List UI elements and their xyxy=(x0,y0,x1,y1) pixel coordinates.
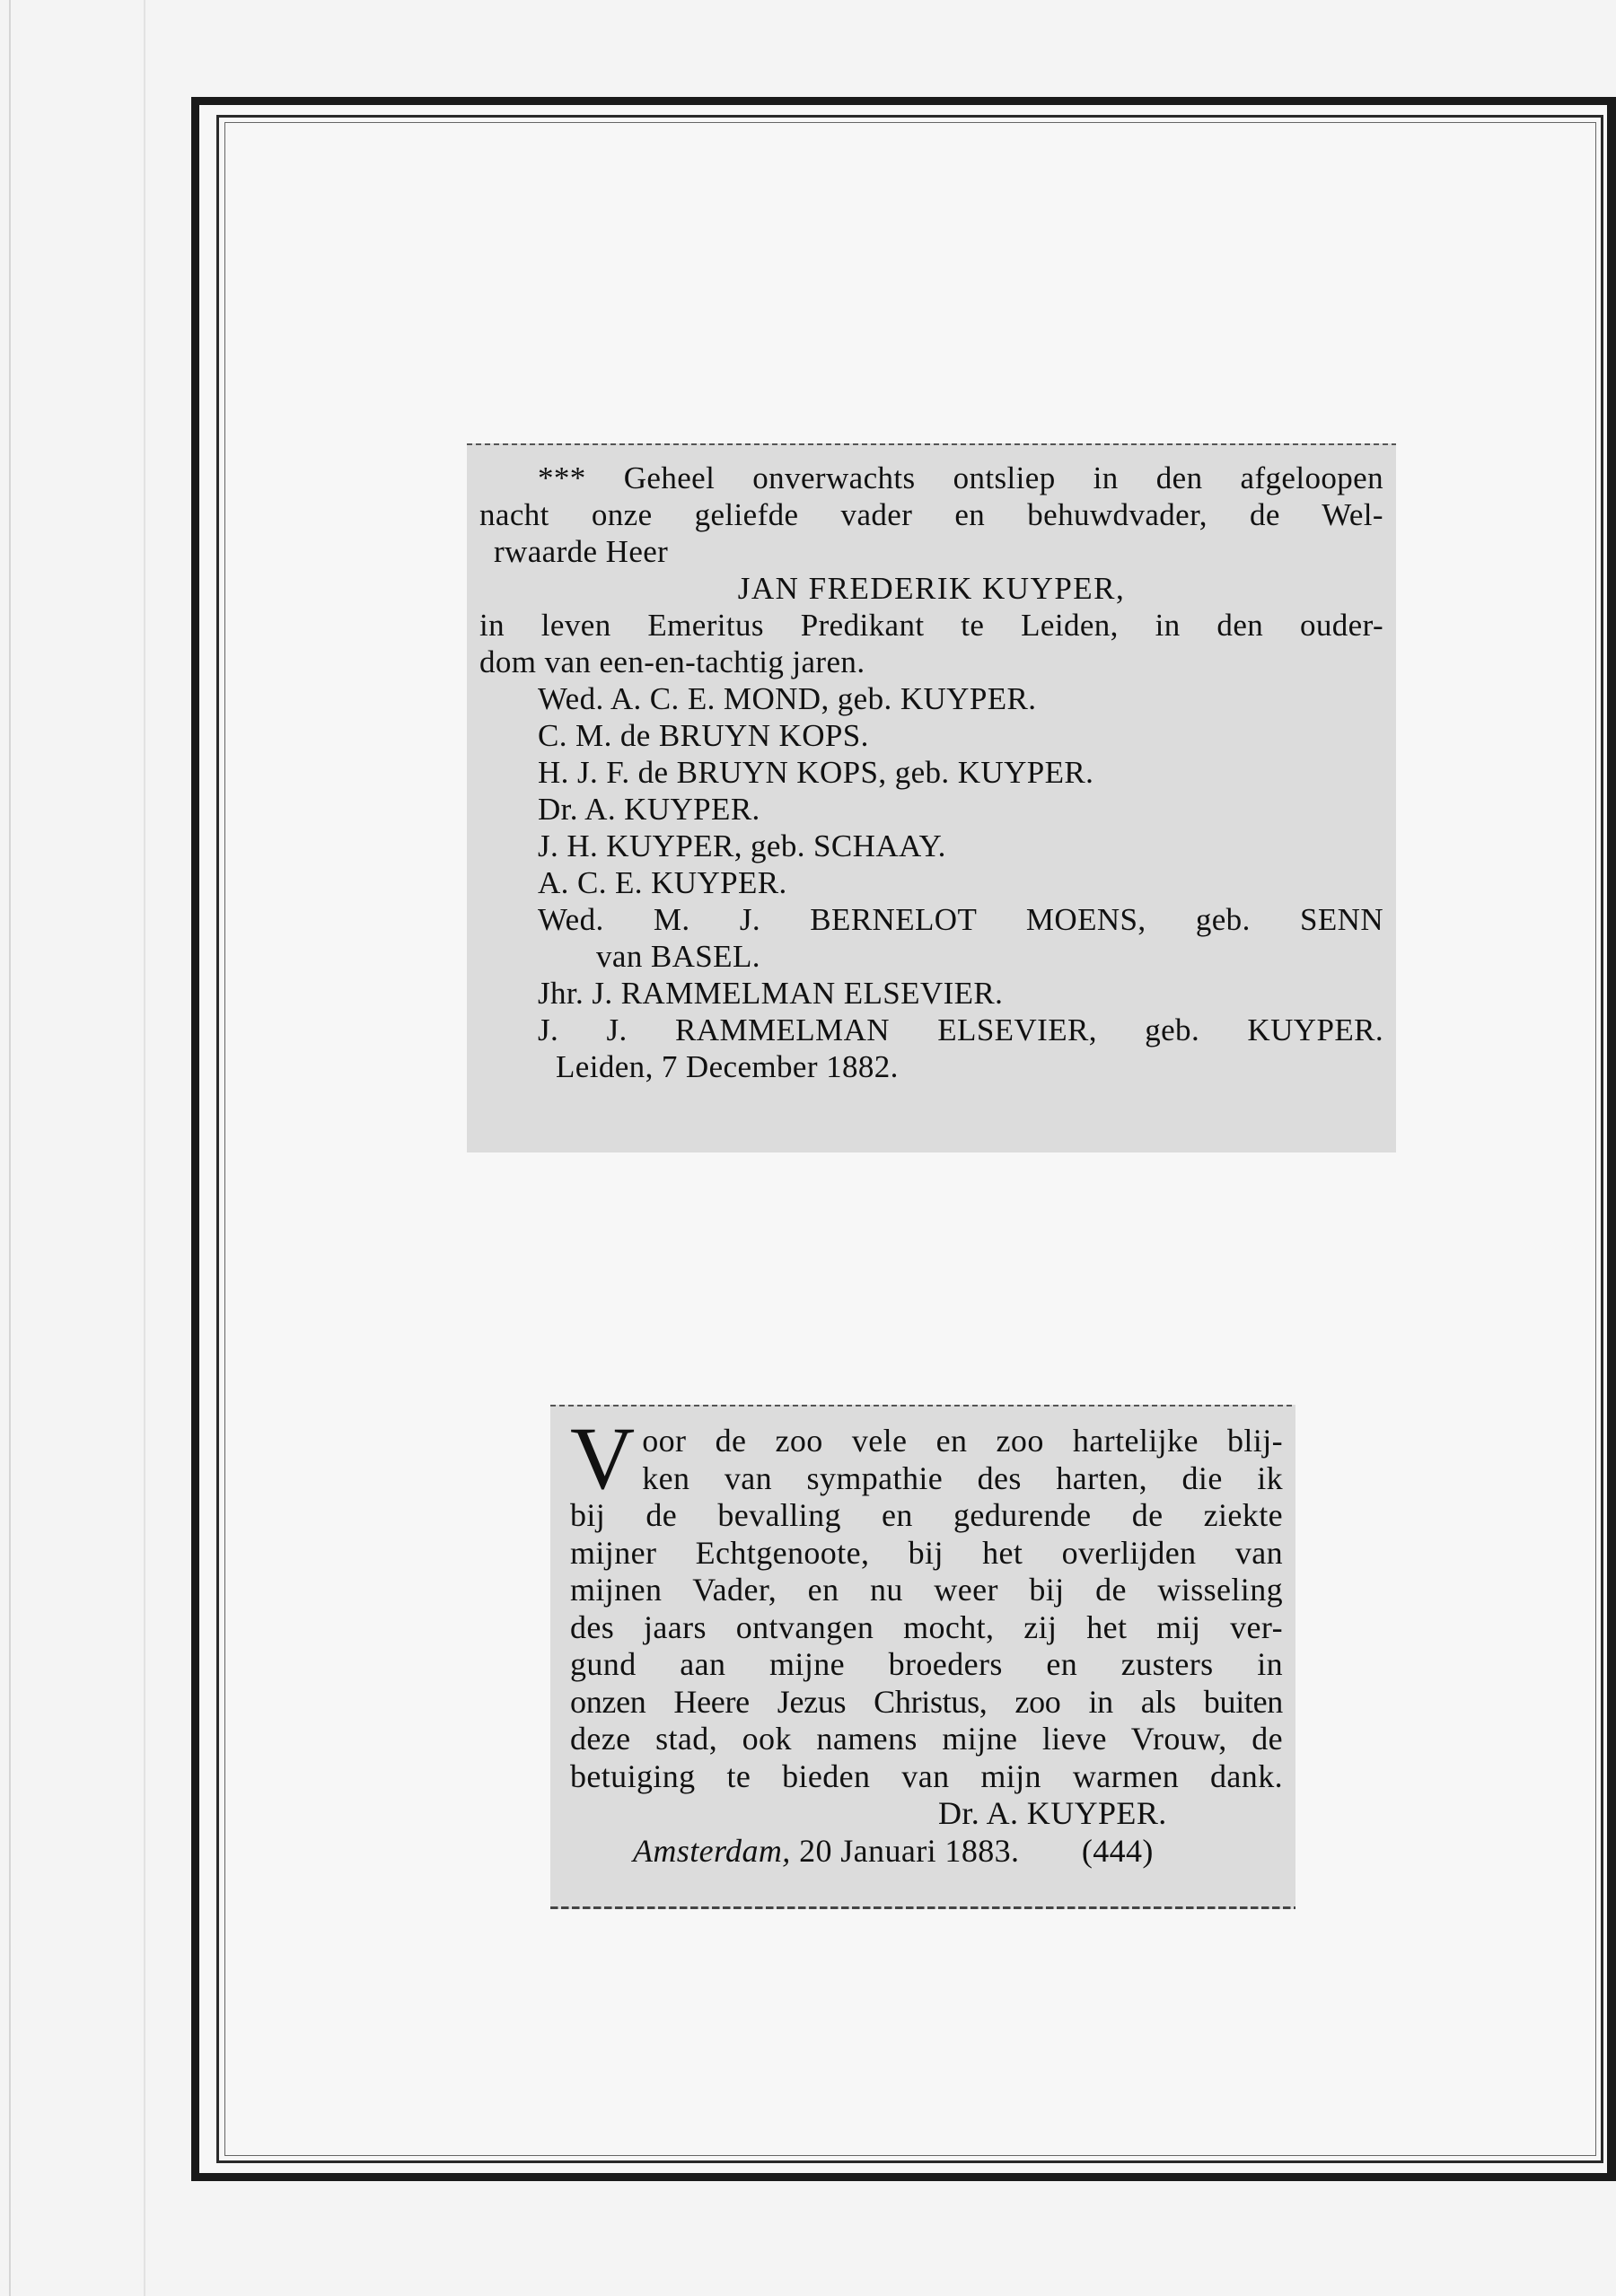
mourner-line: A. C. E. KUYPER. xyxy=(538,865,787,900)
thanks-line: mijnen Vader, en nu weer bij de wisseling xyxy=(570,1572,1283,1608)
thanks-line: oor de zoo vele en zoo hartelijke blij- xyxy=(642,1423,1283,1459)
mourner-line: H. J. F. de BRUYN KOPS, geb. KUYPER. xyxy=(538,755,1094,790)
mourner-line: C. M. de BRUYN KOPS. xyxy=(538,718,869,753)
thanks-line: mijner Echtgenoote, bij het overlijden van xyxy=(570,1534,1283,1571)
mourner-line: Wed. M. J. BERNELOT MOENS, geb. SENN xyxy=(538,902,1383,937)
thanks-line: deze stad, ook namens mijne lieve Vrouw, de xyxy=(570,1721,1283,1757)
drop-cap: V xyxy=(570,1408,636,1508)
mourner-line: J. J. RAMMELMAN ELSEVIER, geb. KUYPER. xyxy=(538,1012,1383,1047)
notice-line: dom van een-en-tachtig jaren. xyxy=(479,644,865,679)
mourner-line: Dr. A. KUYPER. xyxy=(538,792,760,827)
mourner-line: Wed. A. C. E. MOND, geb. KUYPER. xyxy=(538,681,1037,716)
ad-reference: (444) xyxy=(1081,1832,1154,1869)
page-edge-line xyxy=(144,0,145,2296)
page-edge-line xyxy=(9,0,11,2296)
thanks-line: betuiging te bieden van mijn warmen dank. xyxy=(570,1757,1283,1794)
mourner-line: van BASEL. xyxy=(596,939,760,974)
mourner-line: Jhr. J. RAMMELMAN ELSEVIER. xyxy=(538,976,1004,1011)
clipping-rule xyxy=(550,1405,1295,1407)
thanks-line: des jaars ontvangen mocht, zij het mij ver- xyxy=(570,1608,1283,1645)
date: 20 Januari 1883. xyxy=(799,1832,1020,1869)
death-notice-clipping xyxy=(467,443,1396,1152)
notice-line: nacht onze geliefde vader en behuwdvader, de Wel- xyxy=(479,497,1383,532)
thanks-line: onzen Heere Jezus Christus, zoo in als buiten xyxy=(570,1683,1283,1720)
signature: Dr. A. KUYPER. xyxy=(938,1795,1167,1831)
thanks-line: gund aan mijne broeders en zusters in xyxy=(570,1646,1283,1682)
clipping-rule xyxy=(550,1906,1295,1909)
clipping-rule xyxy=(467,443,1396,445)
notice-line: in leven Emeritus Predikant te Leiden, in den ouder- xyxy=(479,608,1383,643)
place-date-line xyxy=(570,1833,1283,1871)
thanks-line: ken van sympathie des harten, die ik xyxy=(642,1459,1283,1496)
thanks-line: bij de bevalling en gedurende de ziekte xyxy=(570,1497,1283,1533)
notice-line: *** Geheel onverwachts ontsliep in den afgeloopen xyxy=(538,460,1383,495)
place-name: Amsterdam, xyxy=(633,1832,791,1869)
notice-line: rwaarde Heer xyxy=(494,534,669,569)
thanks-notice-clipping xyxy=(550,1405,1295,1909)
deceased-name: JAN FREDERIK KUYPER, xyxy=(737,571,1126,606)
mourner-line: J. H. KUYPER, geb. SCHAAY. xyxy=(538,828,946,863)
place-date: Leiden, 7 December 1882. xyxy=(556,1049,899,1084)
